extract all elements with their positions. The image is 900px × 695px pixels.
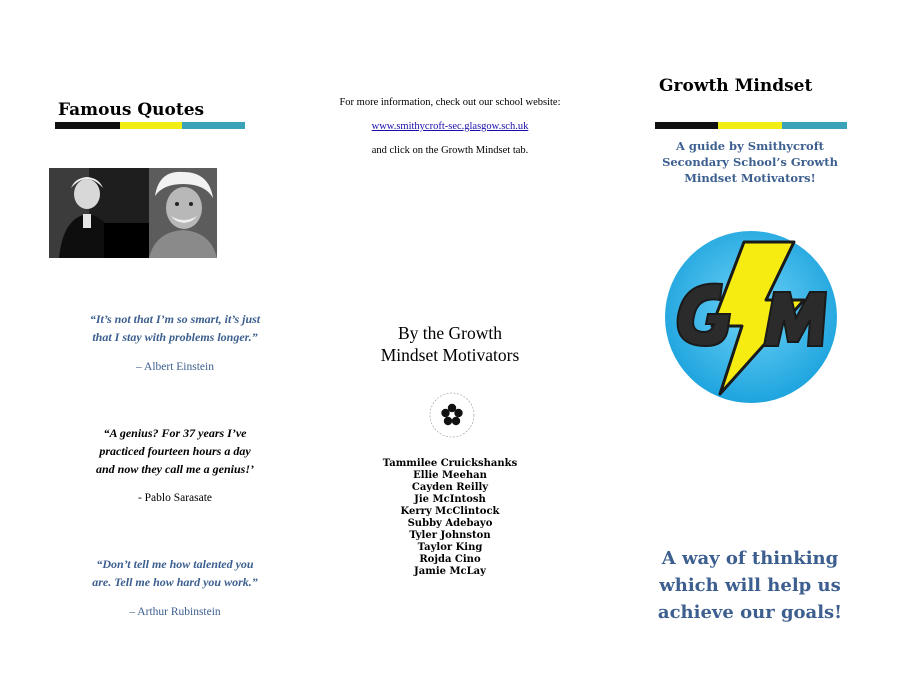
quote-author-sarasate: - Pablo Sarasate [137,492,213,504]
quote-line: “Don’t tell me how talented you [96,557,254,571]
famous-quotes-title: Famous Quotes [58,100,205,120]
tagline [645,545,855,626]
color-stripe [55,122,245,129]
title-line: Mindset Motivators [380,345,520,365]
school-crest-icon [427,390,477,440]
guide-line: Secondary School’s Growth [662,155,838,169]
quote-line: practiced fourteen hours a day [99,444,251,458]
quote-line: that I stay with problems longer.” [92,330,258,344]
quote-line: “It’s not that I’m so smart, it’s just [89,312,261,326]
name-item: Kerry McClintock [400,506,500,517]
growth-mindset-title: Growth Mindset [659,76,813,96]
by-motivators-title [300,322,600,366]
name-item: Ellie Meehan [413,470,487,481]
quote-einstein [65,310,285,346]
stripe-blue [782,122,847,129]
quote-line: “A genius? For 37 years I’ve [103,426,247,440]
name-item: Cayden Reilly [411,482,489,493]
tagline-line: A way of thinking [661,548,839,569]
quote-line: and now they call me a genius!’ [95,462,254,476]
quote-sarasate [65,424,285,478]
title-line: By the Growth [397,323,503,343]
guide-subtitle [650,138,850,186]
name-item: Taylor King [417,542,483,553]
click-instruction-text: and click on the Growth Mindset tab. [371,145,529,156]
name-item: Tyler Johnston [409,530,491,541]
quote-author-rubinstein: – Arthur Rubinstein [129,606,221,618]
name-item: Rojda Cino [419,554,481,565]
stripe-yellow [718,122,781,129]
tagline-line: which will help us [659,575,841,596]
stripe-yellow [120,122,183,129]
info-text: For more information, check out our school website: [339,97,561,108]
stripe-black [655,122,718,129]
quote-author-einstein: – Albert Einstein [136,361,214,373]
tagline-line: achieve our goals! [657,602,843,623]
stripe-black [55,122,120,129]
name-item: Jamie McLay [414,566,486,577]
guide-line: Mindset Motivators! [684,171,816,185]
stripe-blue [182,122,245,129]
portrait-arthur-rubinstein [49,168,149,258]
motivators-name-list [300,458,600,578]
quote-rubinstein [65,555,285,591]
gm-lightning-logo [662,228,840,406]
school-website-link[interactable]: www.smithycroft-sec.glasgow.sch.uk [371,121,529,132]
name-item: Subby Adebayo [407,518,493,529]
name-item: Jie McIntosh [414,494,486,505]
name-item: Tammilee Cruickshanks [382,458,518,469]
portrait-albert-einstein [149,168,217,258]
guide-line: A guide by Smithycroft [676,139,824,153]
quote-line: are. Tell me how hard you work.” [92,575,258,589]
color-stripe [655,122,847,129]
